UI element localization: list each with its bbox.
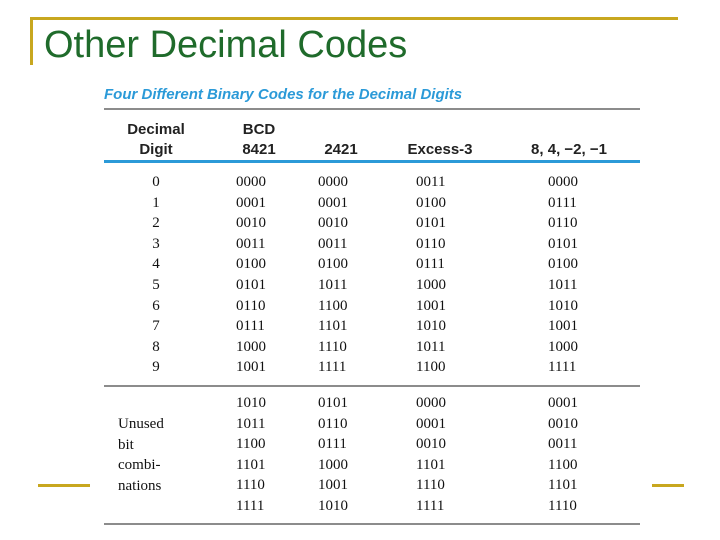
cell-bcd: 0011: [236, 235, 266, 252]
cell-2421: 1101: [318, 318, 348, 335]
cell-decimal-digit: 6: [152, 297, 160, 314]
cell-8-4-neg2-neg1: 1000: [548, 338, 578, 355]
header-decimal-line2: Digit: [139, 141, 173, 158]
cell-decimal-digit: 3: [152, 235, 160, 252]
cell-unused-8-4-neg2-neg1: 0011: [548, 436, 578, 453]
cell-decimal-digit: 5: [152, 277, 160, 293]
cell-8-4-neg2-neg1: 0000: [548, 174, 578, 190]
cell-unused-bcd: 1010: [236, 395, 266, 411]
header-8-4-neg2-neg1: 8, 4, −2, −1: [531, 141, 607, 158]
unused-label-line: bit: [118, 436, 134, 453]
cell-bcd: 0101: [236, 277, 266, 293]
unused-label-line: nations: [118, 477, 162, 494]
cell-unused-bcd: 1011: [236, 415, 266, 432]
cell-2421: 1011: [318, 277, 348, 293]
bottom-left-accent-rule: [38, 484, 90, 487]
cell-2421: 1100: [318, 297, 348, 314]
header-bcd-line2: 8421: [242, 141, 276, 158]
cell-bcd: 1001: [236, 359, 266, 376]
cell-decimal-digit: 9: [152, 359, 160, 376]
cell-excess3: 0101: [416, 215, 446, 232]
cell-unused-2421: 1001: [318, 477, 348, 494]
cell-bcd: 0010: [236, 215, 266, 232]
unused-label-line: combi-: [118, 457, 161, 474]
header-2421: 2421: [324, 141, 358, 158]
cell-excess3: 1011: [416, 338, 446, 355]
cell-excess3: 0110: [416, 235, 446, 252]
cell-2421: 0100: [318, 256, 348, 273]
cell-unused-2421: 1000: [318, 456, 348, 473]
header-decimal-line1: Decimal: [127, 121, 185, 138]
cell-unused-8-4-neg2-neg1: 1110: [548, 498, 577, 514]
codes-table: [104, 86, 640, 530]
table-bottom-rule: [104, 523, 640, 525]
cell-8-4-neg2-neg1: 0110: [548, 215, 578, 232]
cell-unused-bcd: 1100: [236, 436, 266, 453]
cell-excess3: 1000: [416, 277, 446, 293]
cell-8-4-neg2-neg1: 1001: [548, 318, 578, 335]
cell-8-4-neg2-neg1: 0101: [548, 235, 578, 252]
cell-8-4-neg2-neg1: 1010: [548, 297, 578, 314]
cell-unused-bcd: 1110: [236, 477, 265, 494]
cell-bcd: 0110: [236, 297, 266, 314]
cell-2421: 0011: [318, 235, 348, 252]
cell-unused-excess3: 0001: [416, 415, 446, 432]
cell-excess3: 0100: [416, 194, 446, 211]
cell-bcd: 1000: [236, 338, 266, 355]
cell-unused-bcd: 1101: [236, 456, 266, 473]
cell-unused-excess3: 0000: [416, 395, 446, 411]
unused-label: [118, 414, 164, 496]
cell-decimal-digit: 0: [152, 174, 160, 190]
cell-2421: 1111: [318, 359, 347, 376]
cell-bcd: 0001: [236, 194, 266, 211]
cell-8-4-neg2-neg1: 1011: [548, 277, 578, 293]
cell-decimal-digit: 4: [152, 256, 160, 273]
cell-excess3: 1100: [416, 359, 446, 376]
header-excess3: Excess-3: [407, 141, 473, 158]
cell-unused-8-4-neg2-neg1: 0010: [548, 415, 578, 432]
cell-bcd: 0111: [236, 318, 265, 335]
cell-unused-8-4-neg2-neg1: 1101: [548, 477, 578, 494]
cell-8-4-neg2-neg1: 1111: [548, 359, 577, 376]
cell-decimal-digit: 7: [152, 318, 160, 335]
cell-decimal-digit: 1: [152, 194, 160, 211]
cell-8-4-neg2-neg1: 0111: [548, 194, 577, 211]
cell-2421: 0001: [318, 194, 348, 211]
top-accent-rule: [30, 17, 678, 20]
cell-bcd: 0000: [236, 174, 266, 190]
cell-unused-excess3: 0010: [416, 436, 446, 453]
header-bcd-line1: BCD: [242, 121, 276, 138]
cell-excess3: 0011: [416, 174, 446, 190]
cell-8-4-neg2-neg1: 0100: [548, 256, 578, 273]
table-caption: Four Different Binary Codes for the Decimal Digits: [104, 86, 463, 103]
header-bcd: [226, 120, 292, 160]
cell-unused-bcd: 1111: [236, 498, 265, 514]
cell-2421: 0000: [318, 174, 348, 190]
cell-decimal-digit: 8: [152, 338, 160, 355]
cell-unused-excess3: 1111: [416, 498, 445, 514]
cell-unused-2421: 1010: [318, 498, 348, 514]
left-accent-rule: [30, 17, 33, 65]
cell-unused-2421: 0110: [318, 415, 348, 432]
cell-excess3: 1001: [416, 297, 446, 314]
cell-2421: 1110: [318, 338, 347, 355]
cell-unused-excess3: 1101: [416, 456, 446, 473]
cell-unused-excess3: 1110: [416, 477, 445, 494]
table-top-rule: [104, 108, 640, 110]
cell-unused-2421: 0101: [318, 395, 348, 411]
cell-unused-2421: 0111: [318, 436, 347, 453]
unused-label-line: Unused: [118, 416, 164, 432]
cell-excess3: 0111: [416, 256, 445, 273]
header-decimal-digit: [114, 120, 198, 160]
header-rule: [104, 160, 640, 163]
cell-unused-8-4-neg2-neg1: 1100: [548, 456, 578, 473]
cell-decimal-digit: 2: [152, 215, 160, 232]
bottom-right-accent-rule: [652, 484, 684, 487]
cell-bcd: 0100: [236, 256, 266, 273]
cell-2421: 0010: [318, 215, 348, 232]
cell-unused-8-4-neg2-neg1: 0001: [548, 395, 578, 411]
cell-excess3: 1010: [416, 318, 446, 335]
slide-title: Other Decimal Codes: [44, 24, 408, 66]
section-divider: [104, 385, 640, 387]
